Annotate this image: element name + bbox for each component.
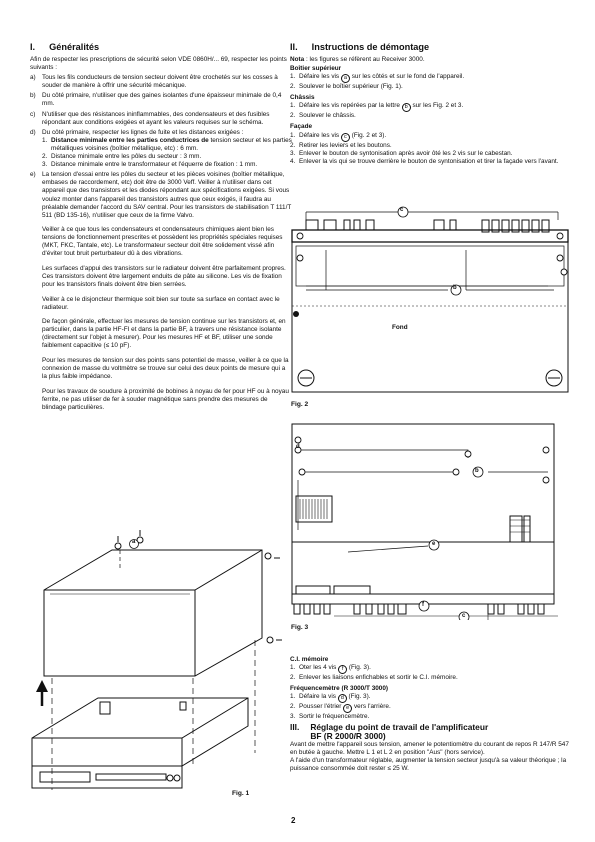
list-item: 3. Distance minimale entre le transformateur et l'équerre de fixation : 1 mm. (42, 161, 258, 169)
fig2-bottom-label: Fond (392, 324, 408, 331)
list-item: 1. Défaire la vis d (Fig. 3). (290, 693, 371, 702)
list-item: 2. Soulever le châssis. (290, 112, 356, 120)
item-b: b) Du côté primaire, n'utiliser que des gaines isolantes d'une épaisseur minimale de 0,4 mm. (30, 92, 282, 108)
fig3-label-c: c (462, 613, 466, 619)
list-item: 1. Défaire les vis c (Fig. 2 et 3). (290, 131, 387, 140)
callout-e-icon: e (343, 704, 352, 713)
item-a: a) Tous les fils conducteurs de tension secteur doivent être crochetés sur les cosses à souder de manière à offrir une sécurité mécanique. (30, 74, 278, 90)
item-e-paragraph: Veiller à ce le disjoncteur thermique soit bien sur toute sa surface en contact avec le radiateur. (42, 295, 280, 311)
figure-2-caption: Fig. 2 (291, 401, 309, 408)
subheading-ci-memoire: C.I. mémoire (290, 656, 329, 663)
figure-3-caption: Fig. 3 (291, 624, 309, 631)
list-item: 2. Retirer les leviers et les boutons. (290, 141, 392, 149)
figure-1-caption: Fig. 1 (232, 790, 250, 797)
section-3-paragraph: A l'aide d'un transformateur réglable, augmenter la tension secteur jusqu'à sa valeur théorique ; la puissance consommée doit rester ≤ 25 W. (290, 756, 567, 772)
list-item: 2. Pousser l'étrier e vers l'arrière. (290, 703, 391, 712)
figure-3-drawing (288, 420, 573, 620)
item-e-paragraph: Les surfaces d'appui des transistors sur le radiateur doivent être parfaitement propres. Ces transistors doivent être largement enduits de pâte au silicone. Les vis de fixation pour les transistors finals doivent être bien serrées. (42, 264, 286, 289)
right-column (290, 42, 575, 166)
callout-d-icon: d (338, 694, 347, 703)
subheading-facade: Façade (290, 123, 313, 131)
section-1-heading: I. Généralités (30, 42, 100, 52)
callout-f-icon: f (338, 665, 347, 674)
item-c: c) N'utiliser que des résistances ininflammables, des condensateurs et des fusibles répondant aux conditions exigées et ayant les valeurs requises sur le schéma. (30, 110, 270, 126)
fig3-label-f: f (422, 602, 424, 608)
fig3-label-e: e (432, 541, 436, 547)
subheading-frequencemetre: Fréquencemètre (R 3000/T 3000) (290, 685, 389, 693)
list-item: 2. Soulever le boîtier supérieur (Fig. 1). (290, 83, 403, 91)
note: Nota : les figures se réfèrent au Receiver 3000. (290, 56, 425, 63)
section-3-paragraph: Avant de mettre l'appareil sous tension, amener le potentiomètre du courant de repos R 147/R 547 en butée à gauche. Mettre L 1 et L 2 en position "Aus" (hors service). (290, 740, 569, 756)
list-item: 2. Distance minimale entre les pôles du secteur : 3 mm. (42, 153, 202, 161)
subheading-chassis: Châssis (290, 94, 315, 102)
item-d-sublist (42, 137, 292, 169)
section-2-heading: II. Instructions de démontage (290, 42, 430, 52)
fig2-label-c: c (400, 207, 404, 213)
left-column (30, 42, 292, 418)
item-e: e) La tension d'essai entre les pôles du secteur et les pièces voisines (boîtier métallique, embases de raccordement, etc) doit être de 3000 Veff. Veiller à n'utiliser dans cet appareil que des transistors et les diodes répondant aux spécifications exigées. Si vous voulez monter dans l'appareil des transistors autres que ceux exigés, il faudra au préalable demander l'accord du SAV central. Pour les transistors de stabilisation T 111/T 511 (BD 135-16), n'utiliser que ceux de la firme Valvo. (30, 171, 292, 219)
item-e-paragraph: De façon générale, effectuer les mesures de tension continue sur les transistors et, en particulier, dans la partie HF-FI et dans la partie BF, à travers une résistance isolante (directement sur l'objet à mesurer). Pour les mesures HF et BF, utiliser une sonde faiblement capacitive (≤ 10 pF). (42, 318, 286, 350)
list-item: 4. Enlever la vis qui se trouve derrière le bouton de syntonisation et tirer la façade vers l'avant. (290, 157, 559, 165)
callout-b-icon: b (402, 103, 411, 112)
list-item: 1. Oter les 4 vis f (Fig. 3). (290, 664, 371, 673)
list-item: 1. Défaire les vis a sur les côtés et sur le fond de l'appareil. (290, 73, 465, 82)
list-item: 1. Distance minimale entre les parties conductrices de tension secteur et les parties métalliques voisines (boîtier métallique, etc) : 6 mm. (42, 136, 292, 152)
list-item: 1. Défaire les vis repérées par la lettre b sur les Fig. 2 et 3. (290, 102, 464, 111)
subheading-boitier: Boîtier supérieur (290, 65, 342, 73)
fig3-label-d: d (296, 444, 300, 450)
callout-c-icon: c (341, 133, 350, 142)
item-e-paragraph: Pour les travaux de soudure à proximité de bobines à noyau de fer pour HF ou à noyau ferrite, ne pas utiliser de fer à souder magnétique sans prendre des mesures de blindage particulières. (42, 387, 289, 411)
fig1-label-a: a (132, 539, 136, 545)
item-e-paragraph: Pour les mesures de tension sur des points sans potentiel de masse, veiller à ce que la connexion de masse du voltmètre se trouve sur celui des deux points de mesure qui a la plus faible impédance. (42, 356, 289, 381)
fig2-label-b: b (453, 285, 457, 291)
figure-1-drawing (30, 528, 285, 803)
section-3-heading: III. Réglage du point de travail de l'amplificateur BF (R 2000/R 3000) (290, 722, 489, 741)
callout-a-icon: a (341, 74, 350, 83)
figure-2-drawing (288, 206, 573, 398)
list-item: 3. Sortir le fréquencemètre. (290, 713, 370, 721)
intro-text: Afin de respecter les prescriptions de sécurité selon VDE 0860H/... 69, respecter les points suivants : (30, 56, 287, 72)
list-item: 3. Enlever le bouton de syntonisation après avoir ôté les 2 vis sur le cabestan. (290, 149, 513, 157)
fig3-label-b: b (475, 468, 479, 474)
item-e-paragraph: Veiller à ce que tous les condensateurs et condensateurs chimiques aient bien les tensions de fonctionnement prescrites et possèdent les propriétés spéciales requises (MKT, FKC, Tantale, etc). Le transformateur secteur doit être solidement vissé afin d'éviter tout bruit perturbateur dû à des vibrations. (42, 226, 283, 258)
item-d: d) Du côté primaire, respecter les lignes de fuite et les distances exigées : (30, 128, 244, 136)
list-item: 2. Enlever les liaisons enfichables et sortir le C.I. mémoire. (290, 674, 458, 682)
right-column-lower (290, 656, 575, 773)
page-number: 2 (291, 816, 296, 825)
